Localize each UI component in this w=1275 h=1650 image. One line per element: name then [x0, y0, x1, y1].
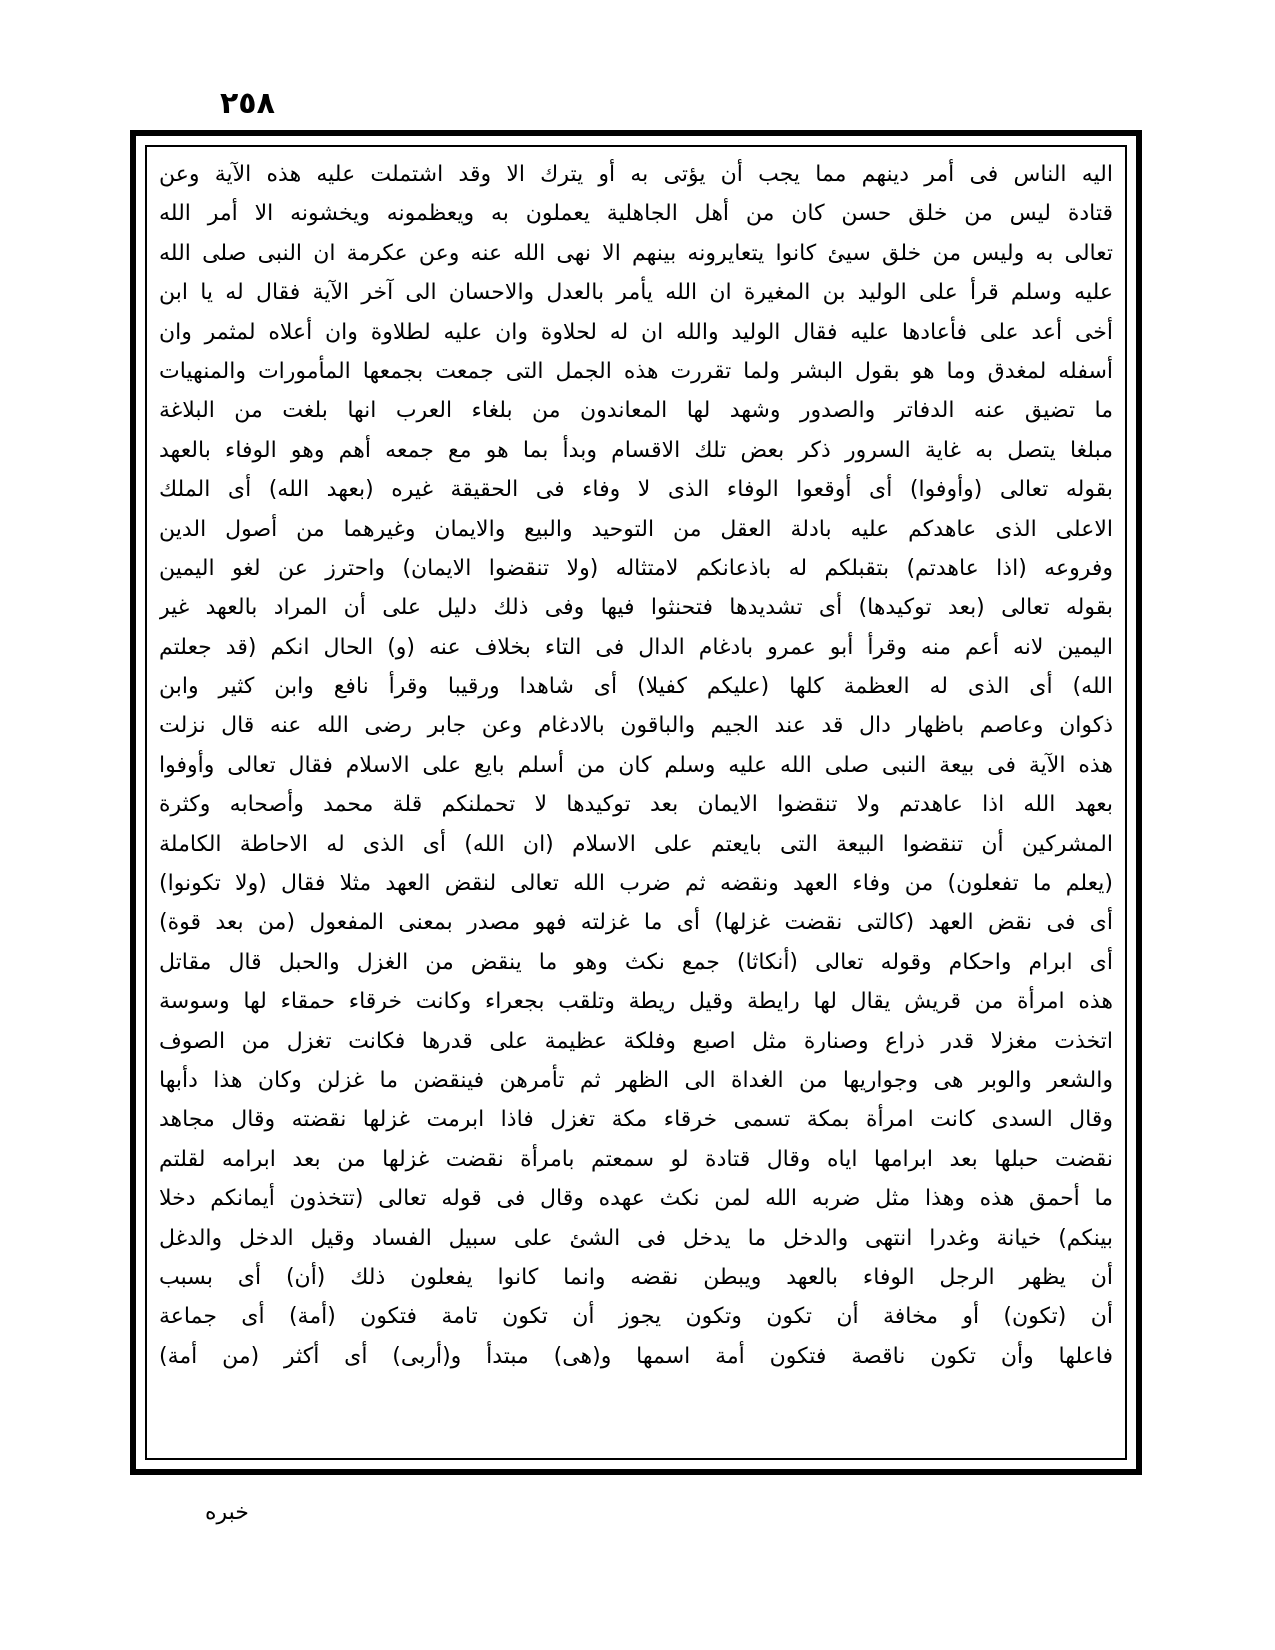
text-line: بينكم) خيانة وغدرا انتهى والدخل ما يدخل فى الشئ على سبيل الفساد وقيل الدخل والدغل: [159, 1225, 1113, 1251]
page-border-inner: [145, 145, 1127, 1460]
catchword: خبره: [205, 1500, 249, 1525]
text-line: ما أحمق هذه وهذا مثل ضربه الله لمن نكث عهده وقال فى قوله تعالى (تتخذون أيمانكم دخلا: [159, 1186, 1113, 1212]
text-line: هذه الآية فى بيعة النبى صلى الله عليه وسلم كان من أسلم بايع على الاسلام فقال تعالى وأوفوا: [159, 752, 1113, 778]
text-line: بعهد الله اذا عاهدتم ولا تنقضوا الايمان بعد توكيدها لا تحملنكم قلة محمد وأصحابه وكثرة: [159, 792, 1113, 818]
text-line: أن يظهر الرجل الوفاء بالعهد ويبطن نقضه وانما كانوا يفعلون ذلك (أن) أى بسبب: [159, 1264, 1113, 1290]
page-number: ٢٥٨: [220, 86, 275, 121]
text-line: ذكوان وعاصم باظهار دال قد عند الجيم والباقون بالادغام وعن جابر رضى الله عنه قال نزلت: [159, 713, 1113, 739]
text-line: أى ابرام واحكام وقوله تعالى (أنكاثا) جمع نكث وهو ما ينقض من الغزل والحبل قال مقاتل: [159, 949, 1113, 975]
text-line: (يعلم ما تفعلون) من وفاء العهد ونقضه ثم ضرب الله تعالى لنقض العهد مثلا فقال (ولا تكونوا): [159, 871, 1113, 897]
text-line: مبلغا يتصل به غاية السرور ذكر بعض تلك الاقسام وبدأ بما هو مع جمعه أهم وهو الوفاء بالعهد: [159, 437, 1113, 463]
text-line: والشعر والوبر هى وجواريها من الغداة الى الظهر ثم تأمرهن فينقضن ما غزلن وكان هذا دأبها: [159, 1067, 1113, 1093]
text-line: نقضت حبلها بعد ابرامها اياه وقال قتادة لو سمعتم بامرأة نقضت غزلها من بعد ابرامه لقلتم: [159, 1146, 1113, 1172]
main-text: [159, 155, 1113, 1376]
text-line: ما تضيق عنه الدفاتر والصدور وشهد لها المعاندون من بلغاء العرب انها بلغت من البلاغة: [159, 398, 1113, 424]
text-line: الاعلى الذى عاهدكم عليه بادلة العقل من التوحيد والبيع والايمان وغيرهما من أصول الدين: [159, 516, 1113, 542]
text-line: اتخذت مغزلا قدر ذراع وصنارة مثل اصبع وفلكة عظيمة على قدرها فكانت تغزل من الصوف: [159, 1028, 1113, 1054]
text-line: اليه الناس فى أمر دينهم مما يجب أن يؤتى به أو يترك الا وقد اشتملت عليه هذه الآية وعن: [159, 162, 1113, 187]
text-line: بقوله تعالى (وأوفوا) أى أوقعوا الوفاء الذى لا وفاء فى الحقيقة غيره (بعهد الله) أى الملك: [159, 477, 1113, 503]
text-line: عليه وسلم قرأ على الوليد بن المغيرة ان الله يأمر بالعدل والاحسان الى آخر الآية فقال له يا ابن: [159, 280, 1113, 306]
text-line: وقال السدى كانت امرأة بمكة تسمى خرقاء مكة تغزل فاذا ابرمت غزلها نقضته وقال مجاهد: [159, 1107, 1113, 1133]
text-line: هذه امرأة من قريش يقال لها رايطة وقيل ريطة وتلقب بجعراء وكانت خرقاء حمقاء لها وسوسة: [159, 989, 1113, 1015]
text-line: قتادة ليس من خلق حسن كان من أهل الجاهلية يعملون به ويعظمونه ويخشونه الا أمر الله: [159, 201, 1113, 227]
text-line: أخى أعد على فأعادها عليه فقال الوليد والله ان له لحلاوة وان عليه لطلاوة وان أعلاه لمثمر وان: [159, 319, 1113, 345]
text-line: أى فى نقض العهد (كالتى نقضت غزلها) أى ما غزلته فهو مصدر بمعنى المفعول (من بعد قوة): [159, 910, 1113, 936]
text-line: وفروعه (اذا عاهدتم) بتقبلكم له باذعانكم لامتثاله (ولا تنقضوا الايمان) واحترز عن لغو اليمين: [159, 555, 1113, 581]
text-line: أسفله لمغدق وما هو بقول البشر ولما تقررت هذه الجمل التى جمعت بجمعها المأمورات والمنهيات: [159, 358, 1113, 384]
text-line: أن (تكون) أو مخافة أن تكون وتكون يجوز أن تكون تامة فتكون (أمة) أى جماعة: [159, 1304, 1113, 1330]
text-line: الله) أى الذى له العظمة كلها (عليكم كفيلا) أى شاهدا ورقيبا وقرأ نافع وابن كثير وابن: [159, 674, 1113, 700]
text-line: المشركين أن تنقضوا البيعة التى بايعتم على الاسلام (ان الله) أى الذى له الاحاطة الكاملة: [159, 831, 1113, 857]
text-line: تعالى به وليس من خلق سيئ كانوا يتعايرونه بينهم الا نهى الله عنه وعن عكرمة ان النبى صلى الله: [159, 240, 1113, 266]
text-line: فاعلها وأن تكون ناقصة فتكون أمة اسمها و(هى) مبتدأ و(أربى) أى أكثر (من أمة): [159, 1343, 1113, 1369]
text-line: اليمين لانه أعم منه وقرأ أبو عمرو بادغام الدال فى التاء بخلاف عنه (و) الحال انكم (قد جعلتم: [159, 634, 1113, 660]
text-line: بقوله تعالى (بعد توكيدها) أى تشديدها فتحنثوا فيها وفى ذلك دليل على أن المراد بالعهد غير: [159, 595, 1113, 621]
